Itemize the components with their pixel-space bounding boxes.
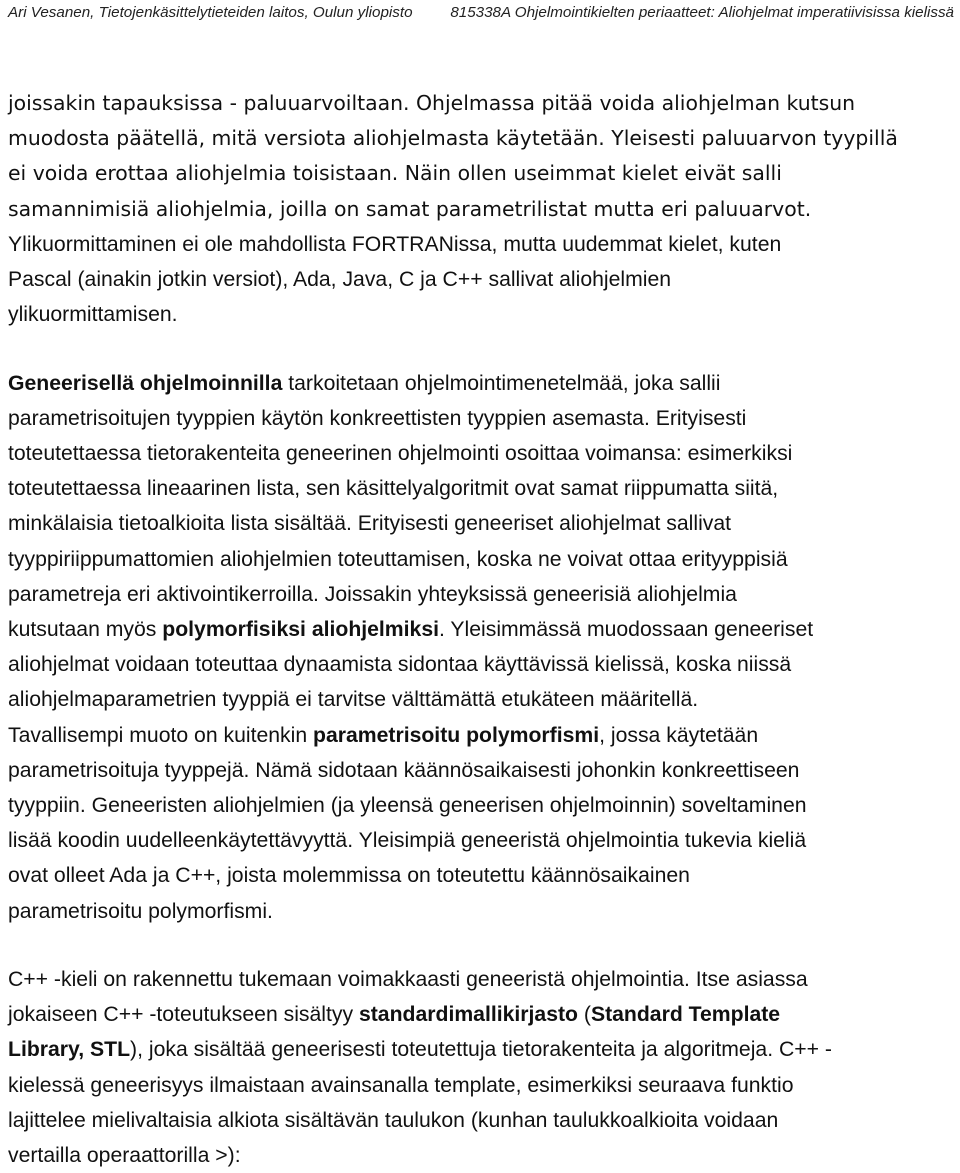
text-line [8,297,956,332]
text-line [8,858,956,893]
text-run: parametrisoitujen tyyppien käytön konkreettisten tyyppien asemasta. Erityisesti [8,406,747,430]
text-line [8,718,956,753]
term-standard-template-library: standardimallikirjasto [358,1003,578,1027]
text-run: joissakin tapauksissa - paluuarvoiltaan. Ohjelmassa pitää voida aliohjelman kutsun [8,91,856,115]
page-header [8,4,954,26]
term-stl-name: Standard Template [590,1003,781,1027]
text-run: parametrisoituja tyyppejä. Nämä sidotaan käännösaikaisesti johonkin konkreettiseen [8,758,800,782]
text-line [8,1068,956,1103]
term-parametric-polymorphism: parametrisoitu polymorfismi [313,723,600,747]
text-run: aliohjelmaparametrien tyyppiä ei tarvitse välttämättä etukäteen määritellä. [8,688,699,712]
term-generic-programming: Geneerisellä ohjelmoinnilla [8,371,283,395]
text-line [8,788,956,823]
term-polymorphic-subprograms: polymorfisiksi aliohjelmiksi [162,618,439,642]
text-line [8,1103,956,1138]
text-line [8,366,956,401]
text-line [8,156,956,191]
text-run: , jossa käytetään [599,723,759,747]
text-run: Tavallisempi muoto on kuitenkin [8,723,314,747]
text-line [8,823,956,858]
text-run: ovat olleet Ada ja C++, joista molemmissa on toteutettu käännösaikainen [8,864,690,888]
paragraph-overloading [8,86,956,332]
text-run: toteutettaessa tietorakenteita geneerinen ohjelmointi osoittaa voimansa: esimerkiksi [8,442,793,466]
text-run: kielessä geneerisyys ilmaistaan avainsanalla template, esimerkiksi seuraava funktio [8,1073,794,1097]
text-line [8,542,956,577]
text-line [8,682,956,717]
text-run: parametreja eri aktivointikerroilla. Joissakin yhteyksissä geneerisiä aliohjelmia [8,582,737,606]
text-line [8,612,956,647]
text-line [8,192,956,227]
term-stl-abbrev: Library, STL [8,1038,131,1062]
text-line [8,86,956,121]
text-run: minkälaisia tietoalkioita lista sisältää. Erityisesti geneeriset aliohjelmat sallivat [8,512,732,536]
header-right: 815338A Ohjelmointikielten periaatteet: Aliohjelmat imperatiivisissa kielissä [450,4,954,21]
text-run: vertailla operaattorilla >): [8,1144,241,1168]
text-run: tyyppiin. Geneeristen aliohjelmien (ja yleensä geneerisen ohjelmoinnin) soveltaminen [8,794,807,818]
text-run: Ylikuormittaminen ei ole mahdollista FORTRANissa, mutta uudemmat kielet, kuten [8,232,782,256]
text-line [8,1138,956,1173]
text-line [8,997,956,1032]
text-line [8,401,956,436]
text-run: kutsutaan myös [8,618,163,642]
text-line [8,647,956,682]
text-run: tyyppiriippumattomien aliohjelmien toteuttamisen, koska ne voivat ottaa erityyppisiä [8,547,788,571]
text-run: tarkoitetaan ohjelmointimenetelmää, joka sallii [282,371,721,395]
text-run: muodosta päätellä, mitä versiota aliohjelmasta käytetään. Yleisesti paluuarvon tyypillä [8,126,898,151]
text-line [8,577,956,612]
text-run: toteutettaessa lineaarinen lista, sen käsittelyalgoritmit ovat samat riippumatta siitä, [8,477,779,501]
text-line [8,436,956,471]
text-run: . Yleisimmässä muodossaan geneeriset [439,618,814,642]
text-run: lajittelee mielivaltaisia alkiota sisältävän taulukon (kunhan taulukkoalkioita voidaan [8,1108,779,1132]
text-line [8,1032,956,1067]
text-run: Pascal (ainakin jotkin versiot), Ada, Java, C ja C++ sallivat aliohjelmien [8,268,672,292]
text-line [8,262,956,297]
text-line [8,471,956,506]
text-run: ylikuormittamisen. [8,303,178,327]
text-run: ), joka sisältää geneerisesti toteutettuja tietorakenteita ja algoritmeja. C++ - [130,1038,832,1062]
header-left: Ari Vesanen, Tietojenkäsittelytieteiden laitos, Oulun yliopisto [8,4,413,21]
text-line [8,227,956,262]
text-line [8,121,956,156]
document-body [8,86,956,1173]
text-line [8,753,956,788]
text-run: ei voida erottaa aliohjelmia toisistaan. Näin ollen useimmat kielet eivät salli [8,161,782,186]
text-run: parametrisoitu polymorfismi. [8,899,273,923]
text-run: jokaiseen C++ -toteutukseen sisältyy [8,1003,359,1027]
text-line [8,506,956,541]
text-run: ( [577,1003,591,1027]
text-line [8,894,956,929]
text-run: lisää koodin uudelleenkäytettävyyttä. Yleisimpiä geneeristä ohjelmointia tukevia kieliä [8,829,807,853]
text-run: aliohjelmat voidaan toteuttaa dynaamista sidontaa käyttävissä kielissä, koska niissä [8,653,792,677]
text-run: samannimisiä aliohjelmia, joilla on samat parametrilistat mutta eri paluuarvot. [8,196,812,221]
paragraph-generic-programming [8,366,956,929]
text-line [8,962,956,997]
paragraph-cpp-templates [8,962,956,1173]
text-run: C++ -kieli on rakennettu tukemaan voimakkaasti geneeristä ohjelmointia. Itse asiassa [8,968,808,992]
